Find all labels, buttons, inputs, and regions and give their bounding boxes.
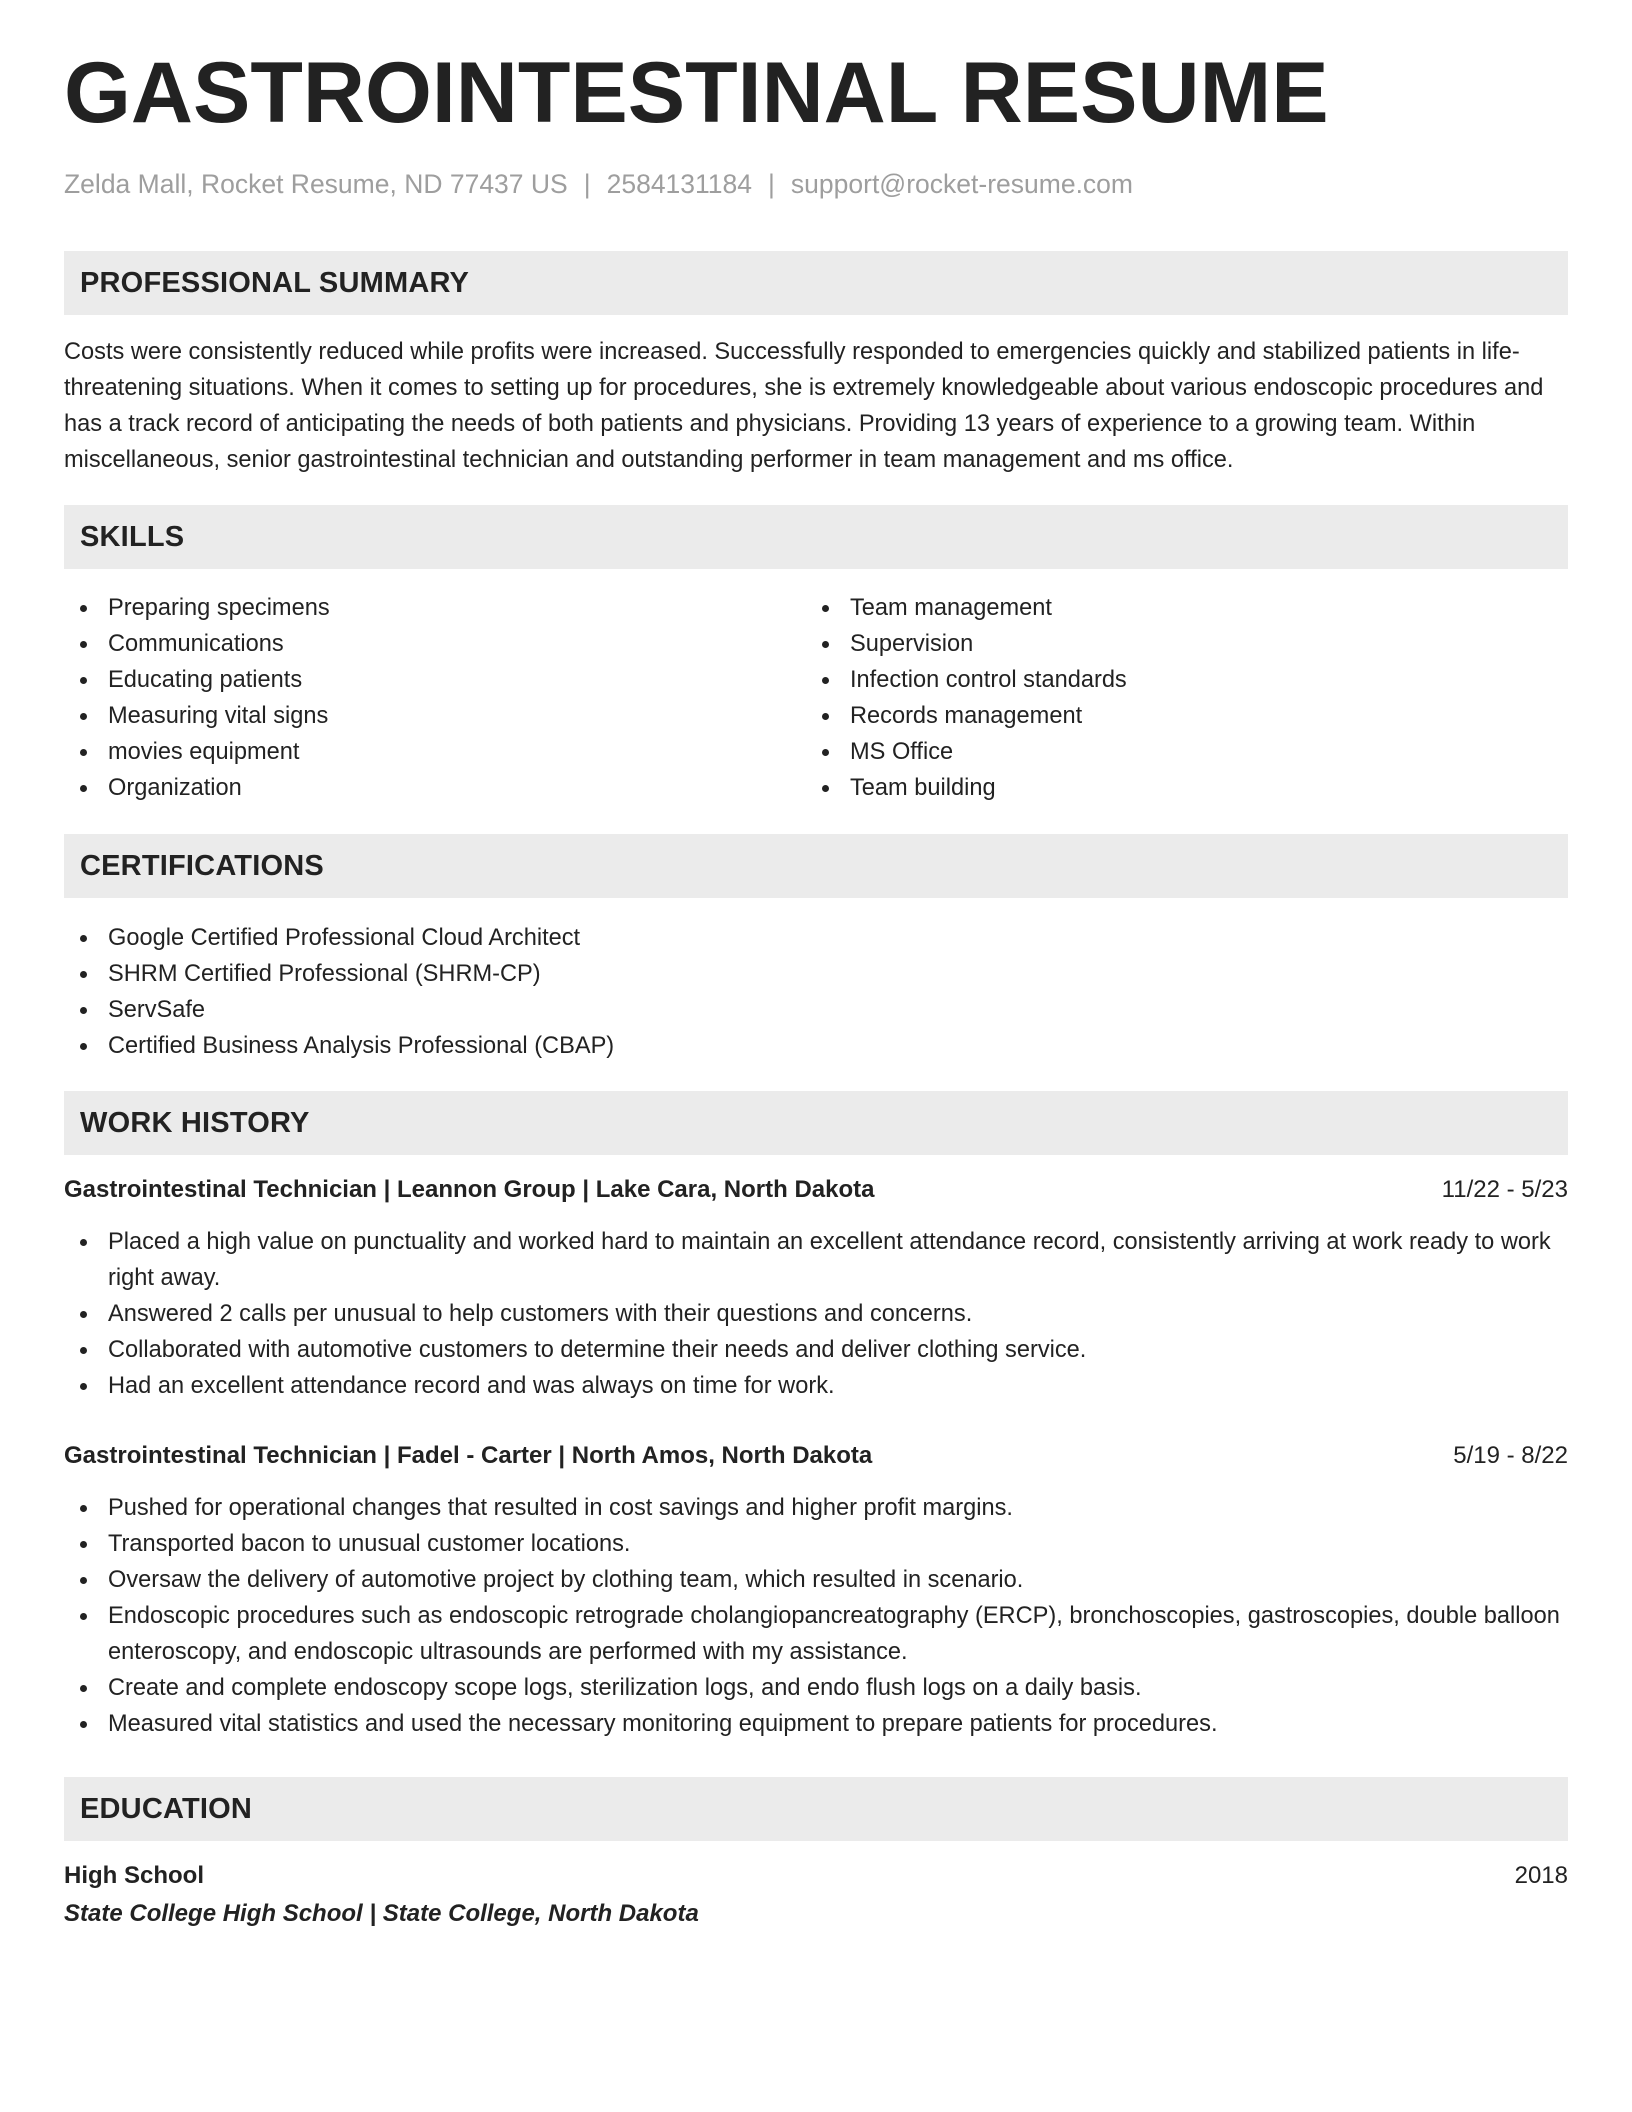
skill-item: Team building xyxy=(806,770,1546,806)
job-bullet: Create and complete endoscopy scope logs, sterilization logs, and endo flush logs on a daily basis. xyxy=(64,1670,1568,1706)
certification-item: ServSafe xyxy=(64,992,1568,1028)
job-title: Gastrointestinal Technician | Leannon Group | Lake Cara, North Dakota xyxy=(64,1176,875,1203)
summary-heading: PROFESSIONAL SUMMARY xyxy=(80,266,470,299)
job-bullet: Endoscopic procedures such as endoscopic retrograde cholangiopancreatography (ERCP), bronchoscopies, gastroscopies, double balloon enteroscopy, and endoscopic ultrasounds are performed with my assistance. xyxy=(64,1598,1568,1670)
summary-text: Costs were consistently reduced while profits were increased. Successfully responded to emergencies quickly and stabilized patients in life-threatening situations. When it comes to setting up for procedures, she is extremely knowledgeable about various endoscopic procedures and has a track record of anticipating the needs of both patients and physicians. Providing 13 years of experience to a growing team. Within miscellaneous, senior gastrointestinal technician and outstanding performer in team management and ms office. xyxy=(64,339,1544,473)
job-bullet: Placed a high value on punctuality and worked hard to maintain an excellent attendance record, consistently arriving at work ready to work right away. xyxy=(64,1224,1568,1296)
contact-phone: 2584131184 xyxy=(606,169,753,199)
job-title: Gastrointestinal Technician | Fadel - Carter | North Amos, North Dakota xyxy=(64,1442,873,1469)
job-header xyxy=(64,1172,1568,1208)
certification-item: Google Certified Professional Cloud Architect xyxy=(64,920,1568,956)
work-history-heading: WORK HISTORY xyxy=(80,1106,310,1139)
skill-item: Infection control standards xyxy=(806,662,1546,698)
certification-item: SHRM Certified Professional (SHRM-CP) xyxy=(64,956,1568,992)
skill-item: MS Office xyxy=(806,734,1546,770)
education-year: 2018 xyxy=(1514,1862,1568,1889)
contact-separator: | xyxy=(768,169,775,199)
skill-item: Preparing specimens xyxy=(64,590,804,626)
certifications-heading: CERTIFICATIONS xyxy=(80,849,324,882)
skill-item: Organization xyxy=(64,770,804,806)
contact-address: Zelda Mall, Rocket Resume, ND 77437 US xyxy=(64,169,568,199)
job-bullet: Measured vital statistics and used the necessary monitoring equipment to prepare patients for procedures. xyxy=(64,1706,1568,1742)
contact-email: support@rocket-resume.com xyxy=(790,169,1133,199)
resume-title: GASTROINTESTINAL RESUME xyxy=(64,45,1329,141)
job-bullet: Pushed for operational changes that resulted in cost savings and higher profit margins. xyxy=(64,1490,1568,1526)
job-bullet-list xyxy=(64,1490,1568,1742)
skills-list-right xyxy=(806,590,1546,806)
skill-item: Educating patients xyxy=(64,662,804,698)
skill-item: Communications xyxy=(64,626,804,662)
job-bullet: Had an excellent attendance record and was always on time for work. xyxy=(64,1368,1568,1404)
summary-section-header xyxy=(64,251,1568,315)
skills-section-header xyxy=(64,505,1568,569)
job-bullet: Answered 2 calls per unusual to help customers with their questions and concerns. xyxy=(64,1296,1568,1332)
skills-heading: SKILLS xyxy=(80,520,185,553)
education-header xyxy=(64,1858,1568,1894)
education-school: State College High School | State College, North Dakota xyxy=(64,1900,699,1927)
certification-item: Certified Business Analysis Professional (CBAP) xyxy=(64,1028,1568,1064)
education-section-header xyxy=(64,1777,1568,1841)
job-header xyxy=(64,1438,1568,1474)
education-degree: High School xyxy=(64,1862,204,1889)
job-bullet: Oversaw the delivery of automotive project by clothing team, which resulted in scenario. xyxy=(64,1562,1568,1598)
skill-item: Team management xyxy=(806,590,1546,626)
certifications-section-header xyxy=(64,834,1568,898)
job-bullet: Transported bacon to unusual customer locations. xyxy=(64,1526,1568,1562)
skill-item: movies equipment xyxy=(64,734,804,770)
job-dates: 5/19 - 8/22 xyxy=(1453,1442,1568,1469)
contact-separator: | xyxy=(583,169,591,199)
work-history-section-header xyxy=(64,1091,1568,1155)
job-bullet: Collaborated with automotive customers to determine their needs and deliver clothing service. xyxy=(64,1332,1568,1368)
skill-item: Records management xyxy=(806,698,1546,734)
job-dates: 11/22 - 5/23 xyxy=(1441,1176,1568,1203)
skill-item: Measuring vital signs xyxy=(64,698,804,734)
contact-line xyxy=(64,168,1133,200)
job-bullet-list xyxy=(64,1224,1568,1404)
education-heading: EDUCATION xyxy=(80,1792,253,1825)
certifications-list xyxy=(64,920,1568,1064)
skills-list-left xyxy=(64,590,804,806)
skill-item: Supervision xyxy=(806,626,1546,662)
